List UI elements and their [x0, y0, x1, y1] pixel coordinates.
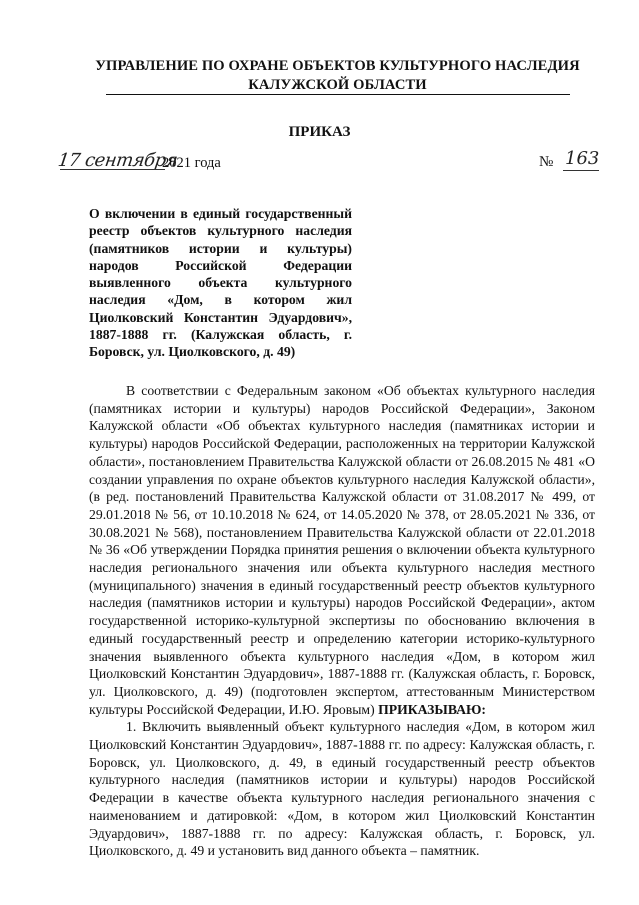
number-underline — [563, 170, 599, 171]
handwritten-date: 17 сентября — [56, 150, 179, 171]
agency-name-line2: КАЛУЖСКОЙ ОБЛАСТИ — [248, 77, 427, 93]
preamble-paragraph — [89, 382, 595, 718]
document-title: ПРИКАЗ — [288, 124, 351, 140]
date-year: 2021 года — [162, 155, 221, 171]
header-rule — [106, 94, 570, 95]
handwritten-number: 163 — [565, 148, 600, 169]
order-subject: О включении в единый государственный реестр объектов культурного наследия (памятников истории и культуры) народов Российской Федерации выявленного объекта культурного наследия «Дом, в котором жил Циолковский Константин Эдуардович», 1887-1888 гг. (Калужская область, г. Боровск, ул. Циолковского, д. 49) — [89, 206, 352, 360]
agency-name-line1: УПРАВЛЕНИЕ ПО ОХРАНЕ ОБЪЕКТОВ КУЛЬТУРНОГО НАСЛЕДИЯ — [95, 58, 580, 74]
order-word: ПРИКАЗЫВАЮ: — [378, 701, 486, 717]
order-body — [89, 382, 595, 860]
number-label: № — [539, 154, 554, 170]
date-underline — [60, 169, 165, 170]
order-item-1: 1. Включить выявленный объект культурного наследия «Дом, в котором жил Циолковский Константин Эдуардович», 1887-1888 гг. по адресу: Калужская область, г. Боровск, ул. Циолковского, д. 49, в единый государственный реестр объектов культурного наследия (памятников истории и культуры) народов Российской Федерации в качестве объекта культурного наследия регионального значения с наименованием и датировкой: «Дом, в котором жил Циолковский Константин Эдуардович», 1887-1888 гг. по адресу: Калужская область, г. Боровск, ул. Циолковского, д. 49 и установить вид данного объекта – памятник. — [89, 719, 595, 859]
preamble-text: В соответствии с Федеральным законом «Об объектах культурного наследия (памятниках истории и культуры) народов Российской Федерации», Законом Калужской области «Об объектах культурного наследия (памятниках истории и культуры) народов Российской Федерации, расположенных на территории Калужской области», постановлением Правительства Калужской области от 26.08.2015 № 481 «О создании управления по охране объектов культурного наследия Калужской области», (в ред. постановлений Правительства Калужской области от 31.08.2017 № 499, от 29.01.2018 № 56, от 10.10.2018 № 624, от 14.05.2020 № 378, от 28.05.2021 № 336, от 30.08.2021 № 568), постановлением Правительства Калужской области от 22.01.2018 № 36 «Об утверждении Порядка принятия решения о включении объекта культурного наследия регионального значения или объекта культурного наследия местного (муниципального) значения в единый государственный реестр объектов культурного наследия (памятников истории и культуры) народов Российской Федерации», актом государственной историко-культурной экспертизы по обоснованию включения в единый государственный реестр и определению категории историко-культурного значения выявленного объекта культурного наследия «Дом, в котором жил Циолковский Константин Эдуардович», 1887-1888 гг. (Калужская область, г. Боровск, ул. Циолковского, д. 49) (подготовлен экспертом, аттестованным Министерством культуры Российской Федерации, И.Ю. Яровым) — [89, 383, 595, 717]
